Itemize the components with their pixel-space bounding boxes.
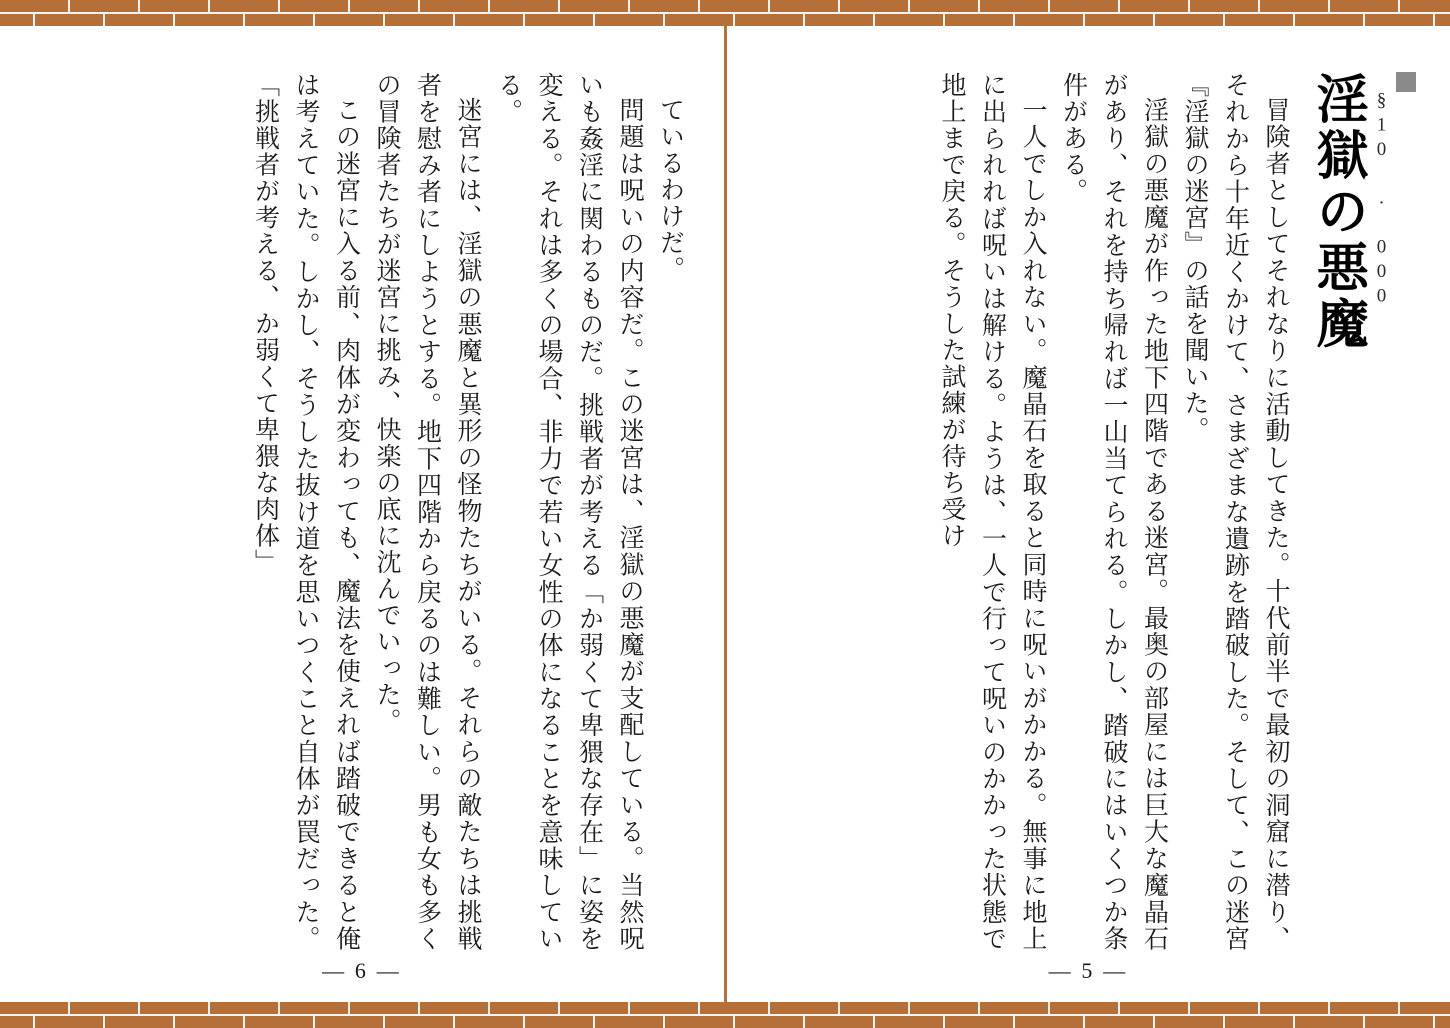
- paragraph: 淫獄の悪魔が作った地下四階である迷宮。最奥の部屋には巨大な魔晶石があり、それを持ち帰れば一山当てられる。しかし、踏破にはいくつか条件がある。: [1052, 72, 1174, 952]
- top-brick-border: [0, 0, 1450, 26]
- brick-row-bottom: [0, 1016, 1450, 1028]
- paragraph: 一人でしか入れない。魔晶石を取ると同時に呪いがかかる。無事に地上に出られれば呪いは解ける。ようは、一人で行って呪いのかかった状態で地上まで戻る。そうした試練が待ち受け: [931, 72, 1053, 952]
- bottom-brick-border: [0, 1002, 1450, 1028]
- page-left-text: [34, 72, 690, 952]
- page-left: [0, 26, 724, 1002]
- paragraph: 迷宮には、淫獄の悪魔と異形の怪物たちがいる。それらの敵たちは挑戦者を慰み者にしようとする。地下四階から戻るのは難しい。男も女も多くの冒険者たちが迷宮に挑み、快楽の底に沈んでいった。: [366, 72, 488, 952]
- brick-row-top: [0, 0, 1450, 12]
- brick-row-top: [0, 1002, 1450, 1014]
- brick-row-bottom: [0, 14, 1450, 26]
- chapter-mark-icon: [1396, 72, 1416, 92]
- paragraph: 冒険者としてそれなりに活動してきた。十代前半で最初の洞窟に潜り、それから十年近くかけて、さまざまな遺跡を踏破した。そして、この迷宮『淫獄の迷宮』の話を聞いた。: [1174, 72, 1296, 952]
- page-right-text: [761, 72, 1417, 952]
- page-right: [727, 26, 1450, 1002]
- page-title: 淫獄の悪魔: [1307, 72, 1365, 353]
- page-number-left: ― 6 ―: [34, 952, 690, 984]
- chapter-number: §10 . 000: [1365, 72, 1396, 327]
- chapter-heading: [1307, 72, 1416, 353]
- spread-body: [0, 26, 1450, 1002]
- page-number-right: ― 5 ―: [761, 952, 1417, 984]
- paragraph: 問題は呪いの内容だ。この迷宮は、淫獄の悪魔が支配している。当然呪いも姦淫に関わるものだ。挑戦者が考える「か弱くて卑猥な存在」に姿を変える。それは多くの場合、非力で若い女性の体になることを意味している。: [487, 72, 649, 952]
- paragraph: ているわけだ。: [649, 72, 690, 952]
- paragraph: この迷宮に入る前、肉体が変わっても、魔法を使えれば踏破できると俺は考えていた。しかし、そうした抜け道を思いつくこと自体が罠だった。「挑戦者が考える、か弱くて卑猥な肉体」: [244, 72, 366, 952]
